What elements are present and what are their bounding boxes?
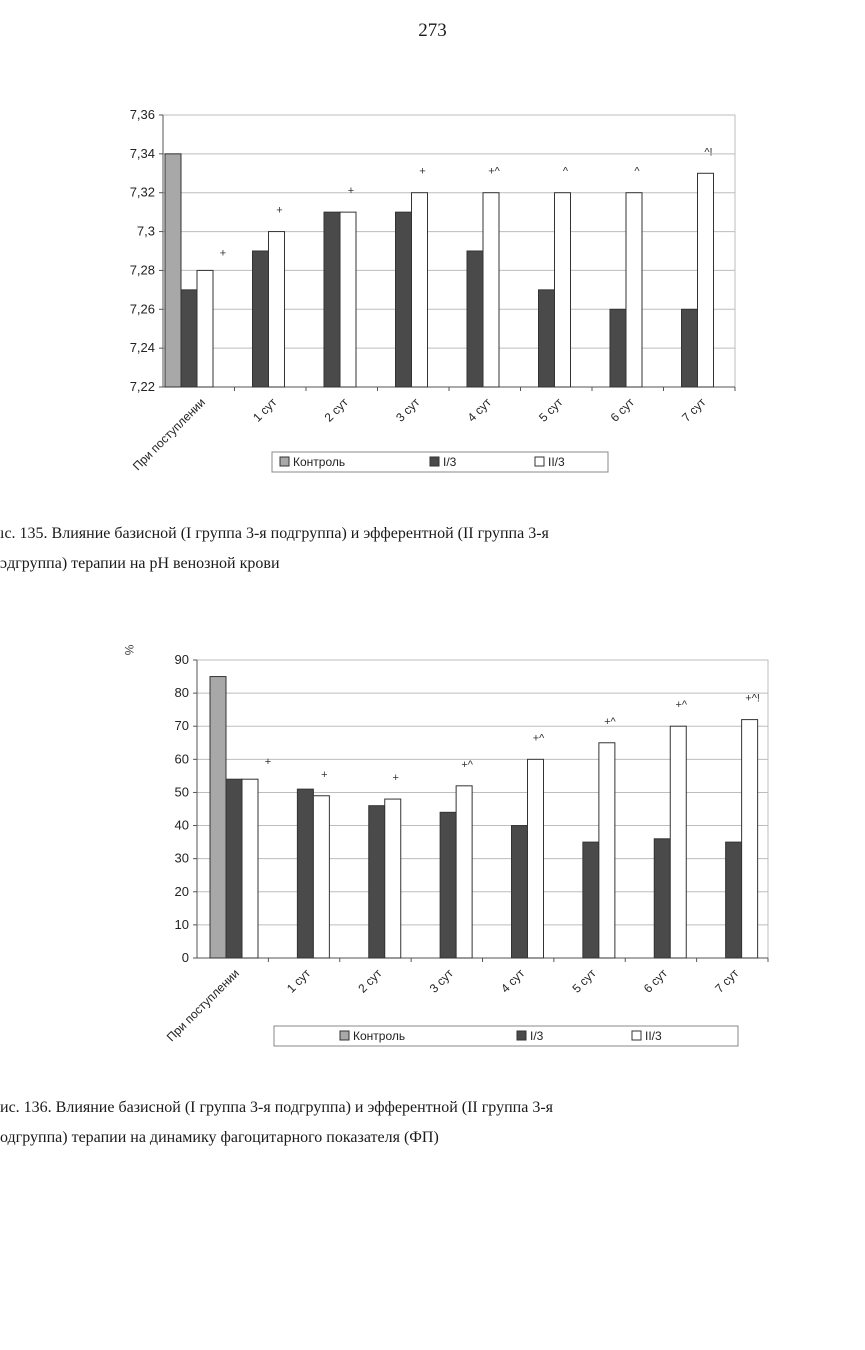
bar-II/3 (555, 193, 571, 387)
bar-II/3 (742, 720, 758, 958)
y-tick-label: 30 (174, 850, 189, 866)
figure-135-caption-text: ıс. 135. Влияние базисной (I группа 3-я подгруппа) и эфферентной (II группа 3-я ɔдгруппа) терапии на рН венозной крови (0, 525, 549, 572)
x-category-label: 6 сут (607, 395, 638, 425)
ph-chart-svg (0, 95, 865, 495)
significance-mark: + (219, 247, 227, 260)
significance-mark: +^ (675, 699, 688, 712)
x-category-label: 5 сут (536, 395, 566, 425)
significance-mark: +^ (488, 165, 500, 178)
bar-I/3 (539, 290, 555, 387)
legend-swatch-Контроль (340, 1031, 349, 1040)
y-tick-label: 7,32 (129, 184, 155, 200)
bar-I/3 (726, 842, 742, 958)
bar-I/3 (583, 842, 599, 958)
y-tick-label: 90 (174, 652, 189, 667)
legend-swatch-I/3 (517, 1031, 526, 1040)
y-tick-label: 7,24 (129, 340, 155, 356)
bar-Контроль (165, 154, 181, 387)
bar-I/3 (181, 290, 197, 387)
x-category-label: 4 сут (498, 966, 528, 996)
x-category-label: 5 сут (569, 966, 599, 996)
bar-II/3 (412, 193, 428, 387)
y-axis-label: % (122, 644, 136, 656)
x-category-label: 7 сут (679, 395, 709, 425)
bar-I/3 (297, 789, 313, 958)
legend-swatch-I/3 (430, 457, 439, 466)
bar-I/3 (369, 806, 385, 958)
x-category-label: 6 сут (640, 966, 671, 996)
y-tick-label: 7,26 (129, 301, 155, 317)
x-category-label: 3 сут (393, 395, 423, 425)
y-tick-label: 7,34 (129, 145, 155, 161)
y-tick-label: 7,3 (136, 223, 155, 239)
plot-area (163, 115, 735, 387)
significance-mark: ^! (704, 146, 713, 159)
bar-I/3 (396, 212, 412, 387)
bar-I/3 (654, 839, 670, 958)
y-tick-label: 20 (174, 883, 189, 899)
x-category-label: 2 сут (321, 395, 352, 425)
y-tick-label: 7,28 (129, 262, 155, 278)
bar-Контроль (210, 677, 226, 958)
x-category-label: 1 сут (250, 395, 280, 425)
legend-label: I/3 (530, 1029, 544, 1043)
bar-II/3 (340, 212, 356, 387)
x-category-label: 4 сут (464, 395, 495, 425)
y-tick-label: 60 (174, 751, 189, 767)
y-tick-label: 0 (181, 950, 189, 965)
significance-mark: +^ (461, 758, 473, 771)
y-tick-label: 40 (174, 817, 189, 833)
significance-mark: +^ (604, 715, 616, 728)
significance-mark: + (276, 204, 283, 217)
bar-I/3 (682, 309, 698, 387)
y-tick-label: 7,36 (129, 107, 155, 122)
bar-I/3 (512, 826, 528, 958)
significance-mark: ^ (562, 165, 569, 178)
figure-136-caption-text: ис. 136. Влияние базисной (I группа 3-я подгруппа) и эфферентной (II группа 3-я одгруппа) терапии на динамику фагоцитарного показателя (ФП) (0, 1099, 553, 1146)
y-tick-label: 50 (174, 784, 189, 800)
x-category-label: При поступлении (163, 966, 242, 1045)
bar-II/3 (483, 193, 499, 387)
significance-mark: +^! (745, 692, 760, 705)
x-category-label: 1 сут (283, 966, 314, 996)
legend-label: I/3 (443, 455, 457, 469)
x-category-label: 3 сут (426, 966, 457, 996)
significance-mark: + (392, 772, 399, 785)
bar-I/3 (226, 779, 242, 958)
y-tick-label: 7,22 (129, 379, 155, 394)
bar-II/3 (626, 193, 642, 387)
phagocytic-chart-svg (0, 630, 865, 1060)
page-number: 273 (418, 20, 447, 41)
y-tick-label: 10 (174, 916, 189, 932)
bar-II/3 (197, 270, 213, 387)
bar-II/3 (698, 173, 714, 387)
phagocytic-chart (0, 630, 865, 1065)
bar-II/3 (599, 743, 615, 958)
x-category-label: При поступлении (129, 395, 209, 474)
significance-mark: +^ (532, 732, 545, 745)
legend-label: II/3 (645, 1029, 662, 1043)
significance-mark: ^ (634, 165, 640, 178)
x-category-label: 2 сут (355, 966, 385, 996)
significance-mark: + (321, 768, 328, 781)
legend-label: Контроль (353, 1029, 406, 1043)
legend-label: II/3 (548, 455, 565, 469)
significance-mark: + (347, 185, 355, 198)
bar-II/3 (528, 759, 544, 958)
bar-I/3 (610, 309, 626, 387)
bar-II/3 (313, 796, 329, 958)
bar-II/3 (269, 232, 285, 387)
bar-I/3 (467, 251, 483, 387)
figure-136-caption (0, 1093, 838, 1153)
bar-II/3 (385, 799, 401, 958)
bar-II/3 (242, 779, 258, 958)
legend-swatch-II/3 (632, 1031, 641, 1040)
legend-label: Контроль (293, 455, 346, 469)
ph-chart (0, 95, 865, 500)
bar-II/3 (456, 786, 472, 958)
bar-I/3 (253, 251, 269, 387)
y-tick-label: 70 (174, 718, 189, 734)
bar-I/3 (324, 212, 340, 387)
significance-mark: + (264, 756, 272, 769)
x-category-label: 7 сут (712, 966, 742, 996)
figure-135-caption (0, 519, 838, 579)
y-tick-label: 80 (174, 685, 189, 701)
legend-swatch-II/3 (535, 457, 544, 466)
legend-swatch-Контроль (280, 457, 289, 466)
bar-I/3 (440, 812, 456, 958)
significance-mark: + (419, 165, 426, 178)
bar-II/3 (670, 726, 686, 958)
